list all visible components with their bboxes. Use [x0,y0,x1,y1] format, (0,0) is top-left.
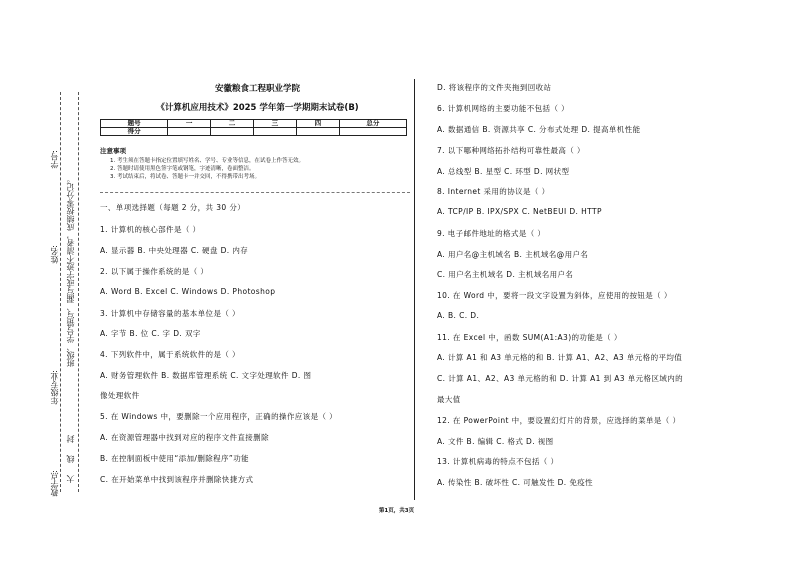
option-line: A. 字节 B. 位 C. 字 D. 双字 [100,329,201,338]
score-input-cell[interactable] [296,128,339,136]
question-line: 11. 在 Excel 中，函数 SUM(A1:A3)的功能是（ ） [437,333,622,342]
exam-notes [100,147,410,181]
class-major-label: 年级专业: [50,370,59,405]
option-line: A. Word B. Excel C. Windows D. Photoshop [100,287,276,296]
question-line: 7. 以下哪种网络拓扑结构可靠性最高（ ） [437,146,585,155]
option-line: A. 用户名@主机域名 B. 主机域名@用户名 [437,250,589,259]
notes-heading: 注意事项 [100,147,126,155]
question-line: 10. 在 Word 中，要将一段文字设置为斜体，应使用的按钮是（ ） [437,291,672,300]
seal-char-xian: 线 [66,455,75,463]
notes-item: 3. 考试结束后，将试卷、答题卡一并交回，不得携带出考场。 [110,174,260,180]
name-label: 姓名: [50,245,59,264]
question-line: 1. 计算机的核心部件是（ ） [100,225,201,234]
question-line: 5. 在 Windows 中，要删除一个应用程序，正确的操作应该是（ ） [100,412,338,421]
question-line: 9. 电子邮件地址的格式是（ ） [437,229,546,238]
option-line: C. 计算 A1、A2、A3 单元格的和 D. 计算 A1 到 A3 单元格区域内的 [437,374,684,383]
question-line: 6. 计算机网络的主要功能不包括（ ） [437,104,570,113]
page-footer: 第1页，共3页 [378,508,415,514]
question-line: 13. 计算机病毒的特点不包括（ ） [437,457,559,466]
binding-line-inner [78,92,79,492]
option-line: A. 显示器 B. 中央处理器 C. 硬盘 D. 内存 [100,246,249,255]
score-cell: 四 [296,120,339,128]
option-line: A. TCP/IP B. IPX/SPX C. NetBEUI D. HTTP [437,207,602,216]
score-cell: 一 [168,120,211,128]
score-input-cell[interactable] [168,128,211,136]
option-line: 最大值 [437,395,461,404]
option-line: A. 文件 B. 编辑 C. 格式 D. 视图 [437,437,554,446]
school-name: 安徽粮食工程职业学院 [214,84,300,94]
score-input-cell[interactable] [339,128,406,136]
question-line: 4. 下列软件中，属于系统软件的是（ ） [100,350,240,359]
exam-title: 《计算机应用技术》2025 学年第一学期期末试卷(B) [156,103,359,113]
score-cell: 三 [253,120,296,128]
score-input-cell[interactable] [253,128,296,136]
option-line: A. 在资源管理器中找到对应的程序文件直接删除 [100,433,269,442]
option-line: A. 财务管理软件 B. 数据库管理系统 C. 文字处理软件 D. 图 [100,371,312,380]
option-line: A. 传染性 B. 破坏性 C. 可触发性 D. 免疫性 [437,478,594,487]
seal-char-feng: 封 [66,435,75,443]
score-cell: 题号 [101,120,168,128]
option-line: A. B. C. D. [437,311,480,320]
score-input-cell[interactable] [211,128,254,136]
campus-label: 教学点: [50,470,59,497]
option-line: A. 数据通信 B. 资源共享 C. 分布式处理 D. 提高单机性能 [437,125,641,134]
option-line: B. 在控制面板中使用“添加/删除程序”功能 [100,454,250,463]
option-line: A. 总线型 B. 星型 C. 环型 D. 网状型 [437,167,570,176]
student-id-label: 学号: [50,150,59,169]
option-line: A. 计算 A1 和 A3 单元格的和 B. 计算 A1、A2、A3 单元格的平均值 [437,353,683,362]
notes-item: 1. 考生须在答题卡指定位置填写姓名、学号、专业等信息，在试卷上作答无效。 [110,158,304,164]
score-table-score-row [101,128,407,136]
question-line: 3. 计算机中存储容量的基本单位是（ ） [100,309,240,318]
seal-char-da: 大 [66,475,75,483]
notes-separator [100,192,410,193]
question-line: 12. 在 PowerPoint 中，要设置幻灯片的背景，应选择的菜单是（ ） [437,416,681,425]
option-line: C. 用户名主机域名 D. 主机域名用户名 [437,270,574,279]
score-cell: 得分 [101,128,168,136]
binding-line [60,92,61,492]
score-cell: 二 [211,120,254,128]
seal-warning-text: 班级、学号错写、漏写或字迹不清者，成绩按零分记。 [66,175,75,367]
column-divider [414,79,415,500]
score-table-header-row [101,120,407,128]
score-table [100,119,407,136]
score-cell: 总分 [339,120,406,128]
question-line: 8. Internet 采用的协议是（ ） [437,187,550,196]
option-line: D. 将该程序的文件夹拖到回收站 [437,83,552,92]
option-line: 像处理软件 [100,391,140,400]
notes-item: 2. 答题时请使用黑色签字笔或钢笔，字迹清晰，卷面整洁。 [110,166,255,172]
option-line: C. 在开始菜单中找到该程序并删除快捷方式 [100,475,254,484]
question-line: 2. 以下属于操作系统的是（ ） [100,267,209,276]
section-heading: 一、单项选择题（每题 2 分，共 30 分） [100,203,246,212]
